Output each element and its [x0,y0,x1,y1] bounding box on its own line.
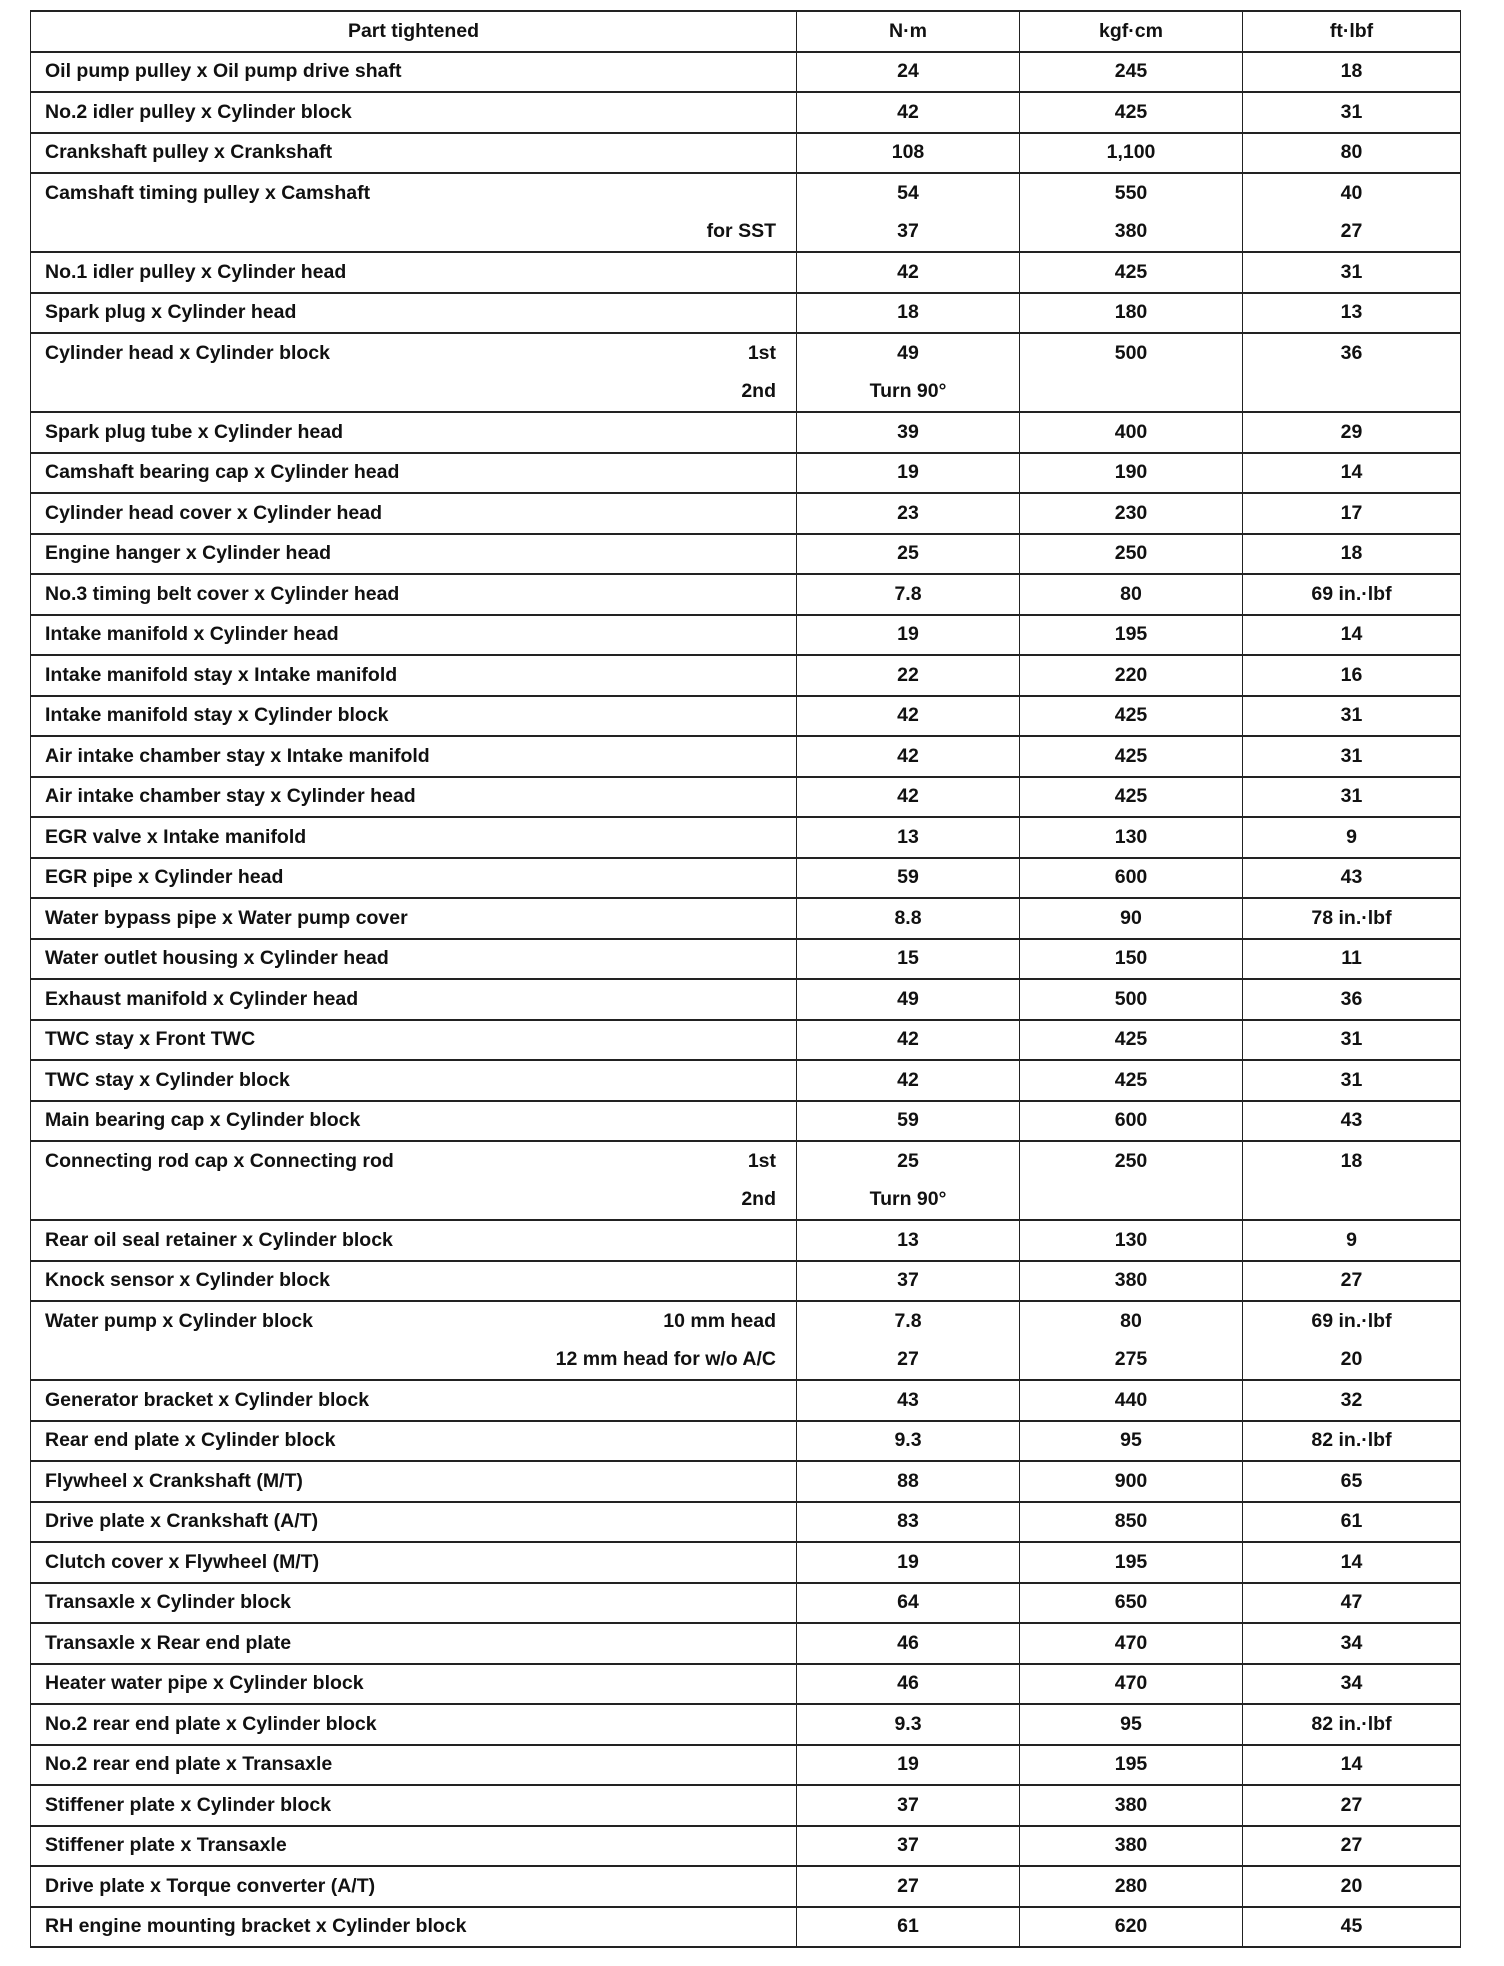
kgfcm-value: 150 [1020,939,1243,980]
table-row [31,92,1461,133]
ftlbf-value [1243,1181,1461,1221]
nm-value: 39 [797,412,1020,453]
nm-value: 43 [797,1380,1020,1421]
kgfcm-value: 275 [1020,1341,1243,1381]
ftlbf-value: 36 [1243,979,1461,1020]
part-name: Rear end plate x Cylinder block [45,1429,336,1451]
nm-value: 19 [797,1542,1020,1583]
nm-value: 88 [797,1461,1020,1502]
part-name: Cylinder head cover x Cylinder head [45,501,383,524]
part-note: 2nd [741,380,776,402]
part-cell [31,1542,797,1583]
part-name: Knock sensor x Cylinder block [45,1269,331,1291]
part-name: No.3 timing belt cover x Cylinder head [45,582,400,605]
part-note: 1st [747,1149,776,1172]
table-row [31,1623,1461,1664]
nm-value: 46 [797,1664,1020,1705]
kgfcm-value: 425 [1020,777,1243,818]
part-name: Generator bracket x Cylinder block [45,1388,370,1411]
part-name: Spark plug x Cylinder head [45,301,297,323]
table-row [31,574,1461,615]
kgfcm-value: 130 [1020,817,1243,858]
part-cell [31,979,797,1020]
part-cell [31,615,797,656]
part-name: Air intake chamber stay x Intake manifold [45,744,430,767]
nm-value: 59 [797,1101,1020,1142]
nm-value: 61 [797,1907,1020,1948]
ftlbf-value: 65 [1243,1461,1461,1502]
table-row [31,1583,1461,1624]
table-row [31,1421,1461,1462]
kgfcm-value: 130 [1020,1220,1243,1261]
nm-value: 13 [797,817,1020,858]
nm-value: 59 [797,858,1020,899]
kgfcm-value [1020,1181,1243,1221]
kgfcm-value: 620 [1020,1907,1243,1948]
part-name: Water bypass pipe x Water pump cover [45,906,408,929]
torque-spec-table [30,10,1461,1948]
table-row [31,1101,1461,1142]
table-row [31,1826,1461,1867]
part-name: TWC stay x Front TWC [45,1028,256,1050]
part-note: 10 mm head [663,1309,776,1332]
ftlbf-value: 20 [1243,1866,1461,1907]
nm-value: 37 [797,1826,1020,1867]
kgfcm-value: 470 [1020,1664,1243,1705]
part-note: 2nd [741,1188,776,1210]
part-cell [31,1664,797,1705]
part-cell [31,1461,797,1502]
ftlbf-value: 16 [1243,655,1461,696]
part-cell [31,1704,797,1745]
part-cell [31,1020,797,1061]
part-cell [31,939,797,980]
part-cell [31,213,797,253]
part-name: Transaxle x Rear end plate [45,1631,292,1654]
table-row [31,1745,1461,1786]
nm-value: 37 [797,213,1020,253]
header-row [31,11,1461,52]
part-cell [31,1380,797,1421]
nm-value: Turn 90° [797,373,1020,413]
part-name: Exhaust manifold x Cylinder head [45,987,359,1010]
ftlbf-value: 27 [1243,213,1461,253]
nm-value: 25 [797,1141,1020,1181]
part-name: Intake manifold stay x Cylinder block [45,704,389,726]
part-cell [31,858,797,899]
nm-value: 15 [797,939,1020,980]
part-name: Crankshaft pulley x Crankshaft [45,141,333,163]
table-row [31,1341,1461,1381]
nm-value: 42 [797,92,1020,133]
kgfcm-value: 500 [1020,333,1243,373]
nm-value: 13 [797,1220,1020,1261]
part-name: Stiffener plate x Transaxle [45,1834,287,1856]
kgfcm-value: 550 [1020,173,1243,213]
part-cell [31,1301,797,1341]
kgfcm-value: 425 [1020,696,1243,737]
part-cell [31,293,797,334]
table-row [31,817,1461,858]
nm-value: 42 [797,696,1020,737]
table-row [31,1220,1461,1261]
kgfcm-value: 180 [1020,293,1243,334]
nm-value: 64 [797,1583,1020,1624]
ftlbf-value: 82 in.·lbf [1243,1421,1461,1462]
nm-value: 46 [797,1623,1020,1664]
table-row [31,1502,1461,1543]
part-name: Intake manifold x Cylinder head [45,623,339,645]
nm-value: 19 [797,453,1020,494]
part-name: RH engine mounting bracket x Cylinder block [45,1915,467,1937]
kgfcm-value: 245 [1020,52,1243,93]
part-cell [31,1866,797,1907]
table-row [31,858,1461,899]
ftlbf-value: 34 [1243,1664,1461,1705]
nm-value: 18 [797,293,1020,334]
nm-value: 7.8 [797,574,1020,615]
ftlbf-value: 14 [1243,1745,1461,1786]
kgfcm-value: 500 [1020,979,1243,1020]
table-row [31,133,1461,174]
nm-value: 42 [797,1060,1020,1101]
kgfcm-value: 90 [1020,898,1243,939]
nm-value: 49 [797,333,1020,373]
part-name: Transaxle x Cylinder block [45,1591,292,1613]
kgfcm-value: 195 [1020,615,1243,656]
part-name: EGR pipe x Cylinder head [45,866,284,888]
nm-value: 8.8 [797,898,1020,939]
part-cell [31,453,797,494]
part-name: Intake manifold stay x Intake manifold [45,663,398,686]
kgfcm-value: 1,100 [1020,133,1243,174]
kgfcm-value: 425 [1020,252,1243,293]
nm-value: 27 [797,1341,1020,1381]
part-name: Drive plate x Crankshaft (A/T) [45,1510,319,1532]
header-ftlbf: ft·lbf [1243,11,1461,52]
part-cell [31,817,797,858]
kgfcm-value: 80 [1020,1301,1243,1341]
ftlbf-value: 36 [1243,333,1461,373]
kgfcm-value: 600 [1020,1101,1243,1142]
table-row [31,493,1461,534]
ftlbf-value: 11 [1243,939,1461,980]
part-name: No.1 idler pulley x Cylinder head [45,260,347,283]
kgfcm-value: 230 [1020,493,1243,534]
kgfcm-value: 425 [1020,1020,1243,1061]
nm-value: 9.3 [797,1704,1020,1745]
ftlbf-value: 27 [1243,1826,1461,1867]
nm-value: 23 [797,493,1020,534]
nm-value: 9.3 [797,1421,1020,1462]
part-name: Water pump x Cylinder block [45,1309,313,1332]
table-row [31,1785,1461,1826]
table-row [31,1020,1461,1061]
ftlbf-value: 13 [1243,293,1461,334]
part-cell [31,52,797,93]
table-row [31,1301,1461,1341]
table-row [31,534,1461,575]
ftlbf-value: 69 in.·lbf [1243,1301,1461,1341]
ftlbf-value: 69 in.·lbf [1243,574,1461,615]
ftlbf-value: 29 [1243,412,1461,453]
table-row [31,1380,1461,1421]
kgfcm-value: 380 [1020,1785,1243,1826]
ftlbf-value: 45 [1243,1907,1461,1948]
nm-value: 108 [797,133,1020,174]
kgfcm-value: 195 [1020,1745,1243,1786]
part-name: No.2 idler pulley x Cylinder block [45,100,352,123]
kgfcm-value: 380 [1020,1826,1243,1867]
ftlbf-value: 31 [1243,777,1461,818]
table-row [31,213,1461,253]
ftlbf-value: 31 [1243,252,1461,293]
table-row [31,173,1461,213]
table-row [31,412,1461,453]
part-cell [31,696,797,737]
kgfcm-value: 425 [1020,1060,1243,1101]
ftlbf-value: 18 [1243,52,1461,93]
nm-value: 7.8 [797,1301,1020,1341]
table-row [31,736,1461,777]
kgfcm-value: 250 [1020,534,1243,575]
part-cell [31,1502,797,1543]
part-cell [31,1101,797,1142]
part-name: Main bearing cap x Cylinder block [45,1109,361,1131]
part-name: Drive plate x Torque converter (A/T) [45,1874,376,1897]
ftlbf-value: 31 [1243,736,1461,777]
table-row [31,1664,1461,1705]
table-row [31,252,1461,293]
part-cell [31,736,797,777]
kgfcm-value: 220 [1020,655,1243,696]
nm-value: 27 [797,1866,1020,1907]
ftlbf-value: 80 [1243,133,1461,174]
table-header [31,11,1461,52]
kgfcm-value: 425 [1020,736,1243,777]
nm-value: 37 [797,1261,1020,1302]
part-cell [31,898,797,939]
part-cell [31,1261,797,1302]
table-row [31,293,1461,334]
kgfcm-value: 95 [1020,1421,1243,1462]
kgfcm-value: 250 [1020,1141,1243,1181]
nm-value: 24 [797,52,1020,93]
part-name: Camshaft bearing cap x Cylinder head [45,461,400,483]
kgfcm-value: 190 [1020,453,1243,494]
ftlbf-value: 20 [1243,1341,1461,1381]
kgfcm-value [1020,373,1243,413]
part-cell [31,1907,797,1948]
ftlbf-value: 18 [1243,1141,1461,1181]
part-cell [31,1745,797,1786]
kgfcm-value: 850 [1020,1502,1243,1543]
table-row [31,1181,1461,1221]
table-row [31,777,1461,818]
table-row [31,333,1461,373]
table-row [31,1060,1461,1101]
header-kgfcm: kgf·cm [1020,11,1243,52]
part-cell [31,1826,797,1867]
part-name: Spark plug tube x Cylinder head [45,420,343,443]
part-cell [31,1785,797,1826]
nm-value: 19 [797,615,1020,656]
table-row [31,373,1461,413]
part-name: Connecting rod cap x Connecting rod [45,1149,394,1172]
ftlbf-value: 61 [1243,1502,1461,1543]
nm-value: 37 [797,1785,1020,1826]
ftlbf-value: 31 [1243,1020,1461,1061]
part-name: Camshaft timing pulley x Camshaft [45,181,371,204]
kgfcm-value: 425 [1020,92,1243,133]
ftlbf-value: 43 [1243,858,1461,899]
ftlbf-value [1243,373,1461,413]
part-note: 12 mm head for w/o A/C [555,1348,776,1370]
nm-value: Turn 90° [797,1181,1020,1221]
nm-value: 49 [797,979,1020,1020]
ftlbf-value: 43 [1243,1101,1461,1142]
part-name: Engine hanger x Cylinder head [45,542,332,564]
kgfcm-value: 380 [1020,213,1243,253]
ftlbf-value: 34 [1243,1623,1461,1664]
part-name: Stiffener plate x Cylinder block [45,1793,332,1816]
header-nm: N·m [797,11,1020,52]
header-part-tightened: Part tightened [31,11,797,52]
part-name: Water outlet housing x Cylinder head [45,947,389,969]
table-row [31,1907,1461,1948]
part-cell [31,574,797,615]
table-row [31,1704,1461,1745]
part-cell [31,1623,797,1664]
table-row [31,1141,1461,1181]
nm-value: 19 [797,1745,1020,1786]
part-cell [31,133,797,174]
nm-value: 83 [797,1502,1020,1543]
ftlbf-value: 31 [1243,696,1461,737]
part-name: Rear oil seal retainer x Cylinder block [45,1228,393,1251]
kgfcm-value: 95 [1020,1704,1243,1745]
kgfcm-value: 600 [1020,858,1243,899]
ftlbf-value: 17 [1243,493,1461,534]
part-cell [31,92,797,133]
part-cell [31,1421,797,1462]
part-name: Air intake chamber stay x Cylinder head [45,785,416,807]
part-cell [31,493,797,534]
part-cell [31,1181,797,1221]
nm-value: 22 [797,655,1020,696]
nm-value: 42 [797,777,1020,818]
part-name: Flywheel x Crankshaft (M/T) [45,1469,303,1492]
ftlbf-value: 40 [1243,173,1461,213]
table-row [31,1866,1461,1907]
part-name: Clutch cover x Flywheel (M/T) [45,1550,320,1573]
part-cell [31,412,797,453]
part-cell [31,534,797,575]
ftlbf-value: 9 [1243,817,1461,858]
ftlbf-value: 78 in.·lbf [1243,898,1461,939]
part-cell [31,1583,797,1624]
table-row [31,939,1461,980]
nm-value: 42 [797,1020,1020,1061]
part-name: EGR valve x Intake manifold [45,825,307,848]
ftlbf-value: 27 [1243,1261,1461,1302]
nm-value: 42 [797,736,1020,777]
table-row [31,655,1461,696]
kgfcm-value: 80 [1020,574,1243,615]
ftlbf-value: 47 [1243,1583,1461,1624]
part-cell [31,1060,797,1101]
kgfcm-value: 195 [1020,1542,1243,1583]
table-row [31,1261,1461,1302]
kgfcm-value: 650 [1020,1583,1243,1624]
table-row [31,52,1461,93]
part-note: 1st [747,341,776,364]
ftlbf-value: 31 [1243,92,1461,133]
part-name: Heater water pipe x Cylinder block [45,1672,364,1694]
part-cell [31,1141,797,1181]
ftlbf-value: 31 [1243,1060,1461,1101]
table-row [31,898,1461,939]
table-row [31,1542,1461,1583]
part-cell [31,333,797,373]
part-cell [31,173,797,213]
part-cell [31,1220,797,1261]
part-cell [31,373,797,413]
ftlbf-value: 14 [1243,1542,1461,1583]
table-row [31,615,1461,656]
part-name: Cylinder head x Cylinder block [45,341,330,364]
table-row [31,696,1461,737]
ftlbf-value: 9 [1243,1220,1461,1261]
table-body [31,52,1461,1948]
part-name: Oil pump pulley x Oil pump drive shaft [45,60,402,82]
nm-value: 25 [797,534,1020,575]
ftlbf-value: 82 in.·lbf [1243,1704,1461,1745]
ftlbf-value: 14 [1243,615,1461,656]
ftlbf-value: 27 [1243,1785,1461,1826]
nm-value: 54 [797,173,1020,213]
part-name: No.2 rear end plate x Cylinder block [45,1712,377,1735]
table-row [31,1461,1461,1502]
part-name: No.2 rear end plate x Transaxle [45,1753,333,1775]
kgfcm-value: 380 [1020,1261,1243,1302]
part-cell [31,1341,797,1381]
kgfcm-value: 400 [1020,412,1243,453]
part-name: TWC stay x Cylinder block [45,1068,290,1091]
table-row [31,979,1461,1020]
part-cell [31,655,797,696]
part-cell [31,777,797,818]
ftlbf-value: 32 [1243,1380,1461,1421]
table-row [31,453,1461,494]
kgfcm-value: 470 [1020,1623,1243,1664]
nm-value: 42 [797,252,1020,293]
kgfcm-value: 440 [1020,1380,1243,1421]
kgfcm-value: 900 [1020,1461,1243,1502]
ftlbf-value: 14 [1243,453,1461,494]
part-cell [31,252,797,293]
kgfcm-value: 280 [1020,1866,1243,1907]
part-note: for SST [706,220,776,242]
ftlbf-value: 18 [1243,534,1461,575]
